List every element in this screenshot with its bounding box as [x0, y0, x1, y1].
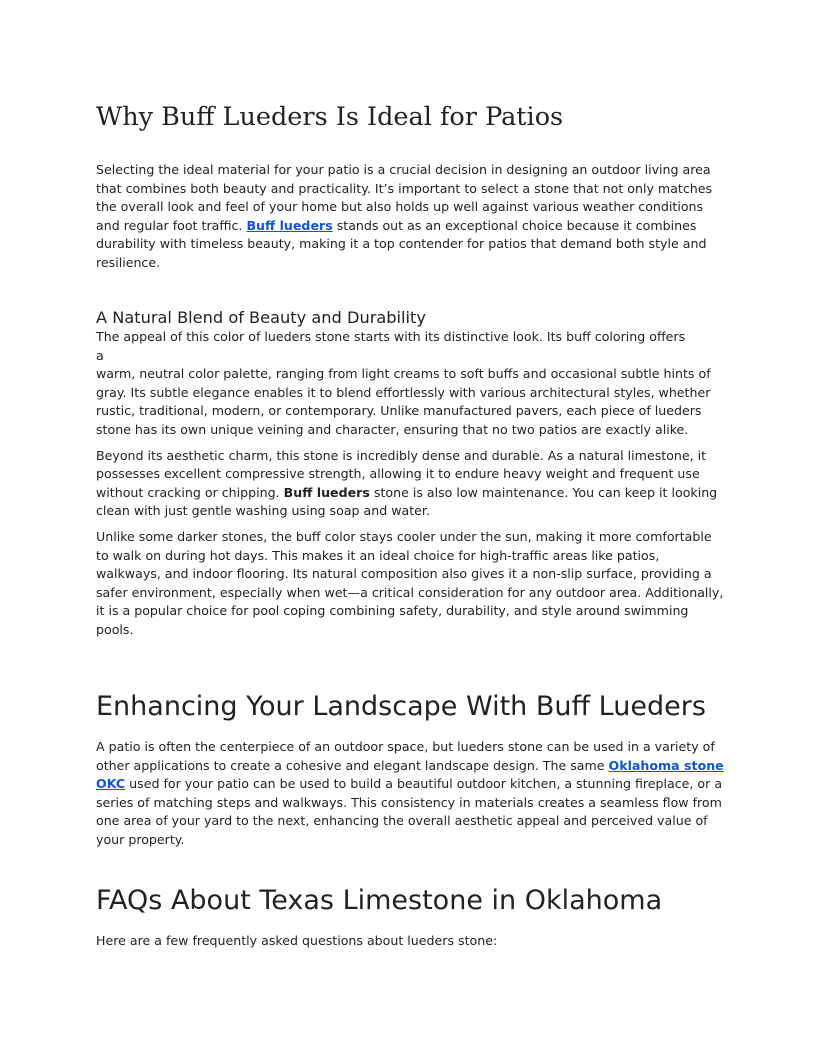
appeal-paragraph	[96, 328, 724, 440]
beauty-durability-section	[96, 328, 724, 640]
enhancing-text-2: used for your patio can be used to build a beautiful outdoor kitchen, a stunning fireplace, or a series of matching steps and walkways. This consistency in materials creates a seamless flow from one area of your yard to the next, enhancing the overall aesthetic appeal and perceived value of your property.	[96, 776, 723, 847]
intro-text-1: Selecting the ideal material for your patio is a crucial decision in designing an outdoor living area that combines both beauty and practicality. It’s important to select a stone that not only matches the overall look and feel of your home but also holds up well against various weather conditions and regular foot traffic.	[96, 162, 713, 233]
oklahoma-stone-okc-link[interactable]: Oklahoma stone OKC	[96, 757, 724, 792]
durability-text-2: stone is also low maintenance. You can keep it looking clean with just gentle washing using soap and water.	[96, 484, 718, 519]
faq-section	[96, 932, 724, 951]
appeal-line-1: The appeal of this color of lueders stone starts with its distinctive look. Its buff coloring offers	[96, 329, 686, 344]
enhancing-text-1: A patio is often the centerpiece of an outdoor space, but lueders stone can be used in a variety of other applications to create a cohesive and elegant landscape design. The same	[96, 739, 715, 773]
durability-paragraph	[96, 447, 724, 521]
appeal-line-2: a	[96, 347, 104, 363]
faq-intro-paragraph: Here are a few frequently asked questions about lueders stone:	[96, 933, 498, 948]
comfort-paragraph: Unlike some darker stones, the buff color stays cooler under the sun, making it more comfortable to walk on during hot days. This makes it an ideal choice for high-traffic areas like patios, walkways, and indoor flooring. Its natural composition also gives it a non-slip surface, providing a safer environment, especially when wet—a critical consideration for any outdoor area. Additionally, it is a popular choice for pool coping combining safety, durability, and style around swimming pools.	[96, 528, 724, 637]
buff-lueders-link[interactable]: Buff lueders	[246, 217, 333, 233]
page-title: Why Buff Lueders Is Ideal for Patios	[96, 102, 564, 132]
intro-paragraph	[96, 161, 722, 273]
intro-block	[96, 161, 722, 273]
section-heading-beauty-durability: A Natural Blend of Beauty and Durability	[96, 308, 426, 327]
appeal-rest: warm, neutral color palette, ranging from light creams to soft buffs and occasional subtle hints of gray. Its subtle elegance enables it to blend effortlessly with various architectural styles, whether rustic, traditional, modern, or contemporary. Unlike manufactured pavers, each piece of lueders stone has its own unique veining and character, ensuring that no two patios are exactly alike.	[96, 366, 711, 437]
enhancing-paragraph	[96, 738, 724, 850]
intro-text-2: stands out as an exceptional choice because it combines durability with timeless beauty, making it a top contender for patios that demand both style and resilience.	[96, 217, 707, 270]
section-heading-enhancing: Enhancing Your Landscape With Buff Lueders	[96, 691, 706, 722]
durability-text-1: Beyond its aesthetic charm, this stone is incredibly dense and durable. As a natural limestone, it possesses excellent compressive strength, allowing it to endure heavy weight and frequent use without cracking or chipping.	[96, 447, 707, 500]
buff-lueders-bold: Buff lueders	[283, 484, 370, 500]
section-heading-faqs: FAQs About Texas Limestone in Oklahoma	[96, 885, 663, 916]
enhancing-section	[96, 738, 724, 850]
